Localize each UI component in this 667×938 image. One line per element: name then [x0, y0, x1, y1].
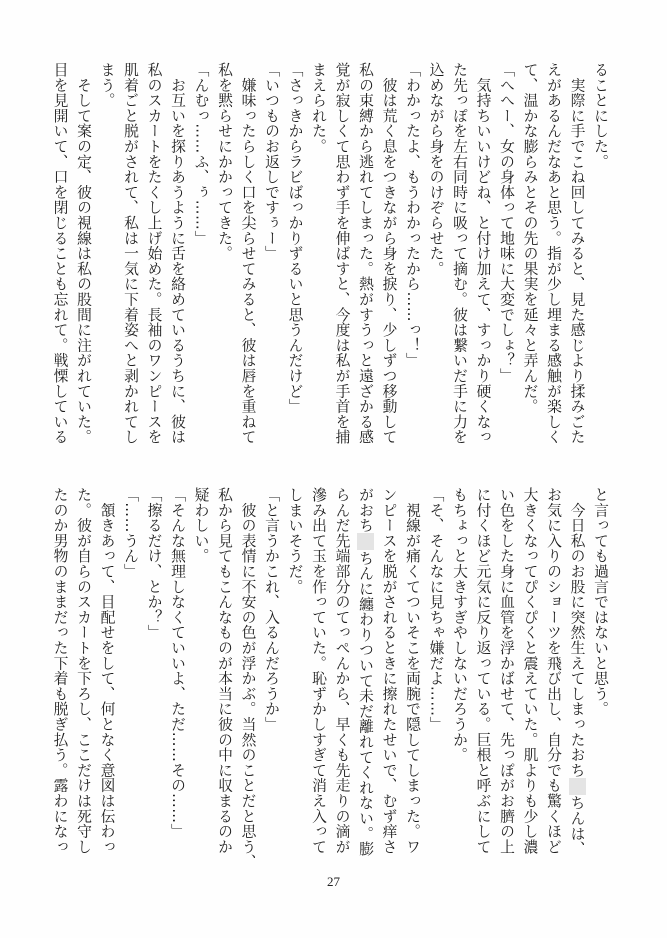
text-column: 目を見開いて、口を閉じることも忘れて。戦慄している	[51, 62, 69, 445]
text-column: ることにした。	[592, 62, 609, 170]
text-column: 「さっきからラビばっかりずるいと思うんだけど」	[286, 62, 304, 414]
upper-text-block	[48, 62, 612, 448]
text-column: 「へへー、女の身体って地味に大変でしょ？」	[498, 62, 515, 384]
text-column: 「擦るだけ、とか？」	[145, 487, 163, 640]
text-column: 疑わしい。	[192, 487, 210, 564]
text-column: に付くほど元気に反り返っている。巨根と呼ぶにして	[474, 487, 492, 855]
text-column: まう。	[98, 62, 116, 108]
text-column: 覚が寂しくて思わず手を伸ばすと、今度は私が手首を捕	[333, 62, 351, 445]
text-column: 私のスカートをたくし上げ始めた。長袖のワンピースを	[145, 62, 163, 445]
text-segment: ちんは、	[568, 795, 586, 857]
page-number: 27	[327, 874, 340, 889]
text-column: 「んむっ……ふ、ぅ……」	[192, 62, 210, 246]
text-segment: ちんに纏わりついて未だ離れてくれない。膨	[357, 550, 374, 857]
text-column: 滲み出て玉を作っていた。恥ずかしすぎて消え入って	[310, 487, 327, 855]
text-column: 「そんな無理しなくていいよ、ただ……その……」	[169, 487, 186, 839]
text-column: たのか男物のままだった下着も脱ぎ払う。露わになっ	[51, 487, 69, 855]
text-column: 嫌味ったらしく口を尖らせてみると、彼は唇を重ねて	[239, 62, 257, 445]
text-column: 私の束縛から逃れてしまった。熱がすうっと遠ざかる感	[357, 62, 374, 445]
text-column: もちょっと大きすぎやしないだろうか。	[451, 487, 468, 763]
text-column: て、温かな膨らみとその先の果実を延々と弄んだ。	[521, 62, 539, 414]
text-column	[565, 487, 589, 859]
text-column: 「そ、そんなに見ちゃ嫌だよ……」	[427, 487, 445, 732]
text-column: 「わかったよ、もうわかったから……っ！」	[404, 62, 421, 368]
text-column: 「いつものお返しですぅー」	[263, 62, 280, 261]
text-column: まえられた。	[310, 62, 327, 154]
text-column: お気に入りのショーツを飛び出し、自分でも驚くほど	[545, 487, 562, 855]
text-column: 彼は荒く息をつきながら身を捩り、少しずつ移動して	[380, 62, 398, 445]
text-column: らんだ先端部分のてっぺんから、早くも先走りの滴が	[333, 487, 351, 855]
text-column: 「……うん」	[122, 487, 139, 579]
text-column: ンピースを脱がされるときに擦れたせいで、むず痒さ	[380, 487, 398, 855]
text-column	[354, 487, 378, 859]
text-column: た。彼が自らのスカートを下ろし、ここだけは死守し	[75, 487, 92, 855]
text-column: 視線が痛くてついそこを両腕で隠してしまった。ワ	[404, 487, 421, 855]
censor-mark	[357, 533, 374, 551]
lower-text-block	[48, 487, 612, 870]
text-column: た先っぽを左右同時に吸って摘む。彼は繋いだ手に力を	[451, 62, 468, 445]
text-column: 気持ちいいけどね、と付け加えて、すっかり硬くなっ	[474, 62, 492, 445]
text-column: しまいそうだ。	[286, 487, 304, 595]
text-segment: 今日私のお股に突然生えてしまったおち	[568, 487, 586, 778]
text-column: と言っても過言ではないと思う。	[592, 487, 609, 717]
text-column: 私から見てもこんなものが本当に彼の中に収まるのか	[216, 487, 233, 855]
censor-mark	[569, 778, 586, 796]
text-column: そして案の定、彼の視線は私の股間に注がれていた。	[75, 62, 92, 445]
text-column: 肌着ごと脱がされて、私は一気に下着姿へと剥かれてし	[122, 62, 139, 445]
text-column: 実際に手でこね回してみると、見た感じより揉みごた	[568, 62, 586, 445]
text-column: 頷きあって、目配せをして、何となく意図は伝わっ	[98, 487, 116, 855]
text-segment: がおち	[357, 487, 374, 533]
text-column: 「と言うかこれ、入るんだろうか」	[263, 487, 280, 732]
text-column: 大きくなってぴくぴくと震えていた。肌よりも少し濃	[521, 487, 539, 855]
text-column: 込めながら身をのけぞらせた。	[427, 62, 445, 277]
text-column: 彼の表情に不安の色が浮かぶ。当然のことだと思う、	[239, 487, 257, 870]
text-column: お互いを探りあうように舌を絡めているうちに、彼は	[169, 62, 186, 445]
text-column: えがあるんだなあと思う。指が少し埋まる感触が楽しく	[545, 62, 562, 445]
text-column: 私を黙らせにかかってきた。	[216, 62, 233, 261]
text-column: い色をした身に血管を浮かばせて、先っぽがお臍の上	[498, 487, 515, 855]
